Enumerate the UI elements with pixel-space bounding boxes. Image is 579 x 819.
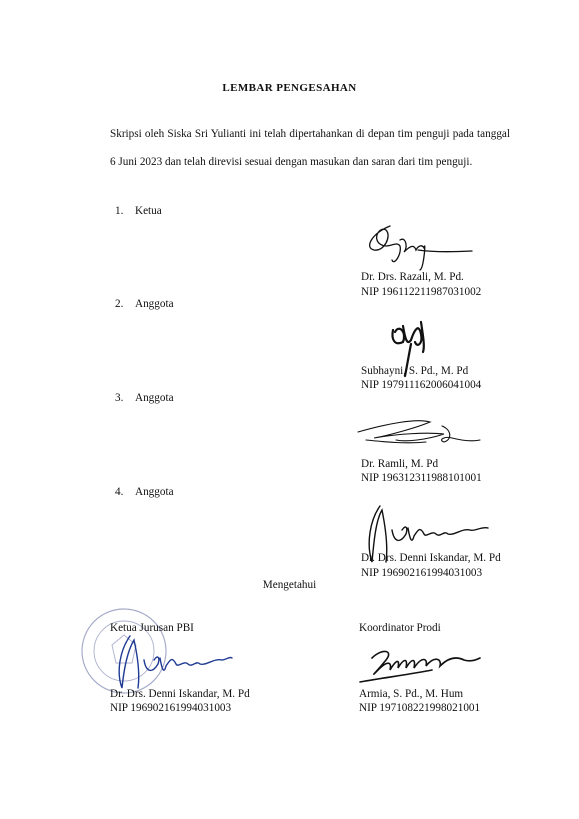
examiner-role: Ketua xyxy=(135,205,162,217)
signature-image-coordinator xyxy=(352,640,482,690)
examiner-2-label xyxy=(115,298,174,310)
signature-image-head-of-department xyxy=(110,630,235,695)
approver-1-nip: NIP 196902161994031003 xyxy=(110,702,232,714)
examiner-2-name: Subhayni, S. Pd., M. Pd xyxy=(361,365,469,377)
examiner-role: Anggota xyxy=(135,298,174,310)
examiner-4-label xyxy=(115,486,174,498)
examiner-3-nip: NIP 196312311988101001 xyxy=(361,472,482,484)
examiner-1-nip: NIP 196112211987031002 xyxy=(361,286,482,298)
examiner-2-nip: NIP 197911162006041004 xyxy=(361,379,482,391)
examiner-number: 2. xyxy=(115,298,124,310)
examiner-number: 3. xyxy=(115,392,124,404)
signature-image-razali xyxy=(362,218,477,273)
approver-2-name: Armia, S. Pd., M. Hum xyxy=(359,688,464,700)
examiner-3-name: Dr. Ramli, M. Pd xyxy=(361,458,439,470)
approver-2-nip: NIP 197108221998021001 xyxy=(359,702,481,714)
acknowledged-label: Mengetahui xyxy=(262,579,317,591)
signature-image-ramli xyxy=(356,410,486,465)
approver-2-role: Koordinator Prodi xyxy=(359,622,441,634)
examiner-role: Anggota xyxy=(135,486,174,498)
examiner-4-name: Dr. Drs. Denni Iskandar, M. Pd xyxy=(361,552,501,564)
examiner-number: 1. xyxy=(115,205,124,217)
approver-1-role: Ketua Jurusan PBI xyxy=(110,622,194,634)
examiner-number: 4. xyxy=(115,486,124,498)
examiner-4-nip: NIP 196902161994031003 xyxy=(361,567,483,579)
examiner-3-label xyxy=(115,392,174,404)
examiner-1-label xyxy=(115,205,162,217)
approver-1-name: Dr. Drs. Denni Iskandar, M. Pd xyxy=(110,688,250,700)
examiner-1-name: Dr. Drs. Razali, M. Pd. xyxy=(361,271,464,283)
approval-paragraph: Skripsi oleh Siska Sri Yulianti ini telah dipertahankan di depan tim penguji pada tanggal 6 Juni 2023 dan telah direvisi sesuai dengan masukan dan saran dari tim penguji. xyxy=(110,128,510,168)
examiner-role: Anggota xyxy=(135,392,174,404)
page-title: LEMBAR PENGESAHAN xyxy=(222,82,357,94)
